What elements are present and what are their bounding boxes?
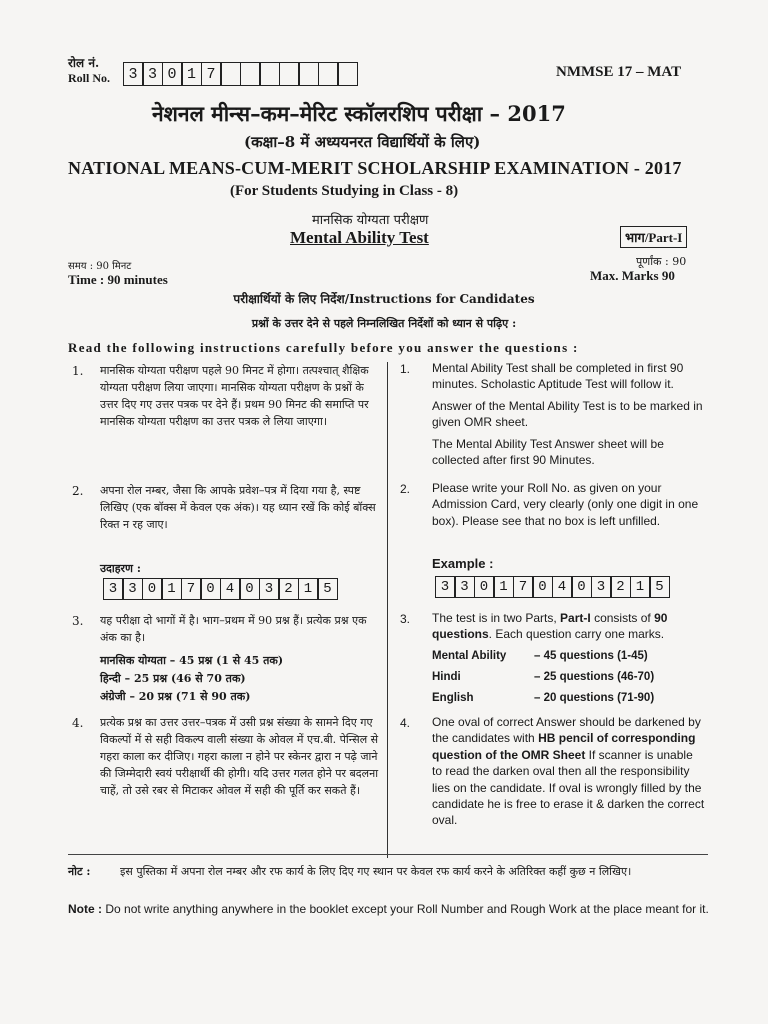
note-english [68,902,714,917]
note-english-label: Note : [68,902,102,916]
roll-digit-box[interactable]: 0 [162,62,183,86]
hindi-example-label: उदाहरण : [100,562,141,575]
example-digit-box: 4 [220,578,241,600]
subject-count: – 20 questions (71-90) [534,692,655,704]
marks-english: Max. Marks 90 [590,268,675,283]
roll-label-english: Roll No. [68,71,110,85]
subject-name: English [432,692,474,704]
hindi-instruction-3: यह परीक्षा दो भागों में है। भाग–प्रथम में 90 प्रश्न हैं। प्रत्येक प्रश्न एक अंक का है। [100,614,367,644]
subject-row-english [432,692,654,704]
roll-digit-box[interactable]: 3 [123,62,144,86]
example-digit-box: 3 [591,576,612,598]
hindi-subject-hindi: हिन्दी – 25 प्रश्न (46 से 70 तक) [100,672,246,685]
time-hindi: समय : 90 मिनट [68,261,132,272]
note-english-text: Do not write anything anywhere in the booklet except your Roll Number and Rough Work at the place meant for it. [105,902,709,916]
i4-text: One oval of correct Answer should be darkened by the candidates with [432,715,701,746]
note-divider [68,854,708,855]
instructions-heading: परीक्षार्थियों के लिए निर्देश/Instructions for Candidates [233,292,535,306]
example-digit-box: 3 [103,578,124,600]
english-item-number: 1. [400,362,411,376]
hindi-instruction-1: मानसिक योग्यता परीक्षण पहले 90 मिनट में होगा। तत्पश्चात् शैक्षिक योग्यता परीक्षण लिया जाएगा। मानसिक योग्यता परीक्षण के प्रश्नों के उत्तर दिए गए उत्तर पत्रक पर देने हैं। प्रथम 90 मिनट की समाप्ति पर मानसिक योग्यता परीक्षण का उत्तर पत्रक ले लिया जाएगा। [100,364,369,428]
english-title: NATIONAL MEANS-CUM-MERIT SCHOLARSHIP EXAMINATION - 2017 [68,158,682,178]
roll-digit-box[interactable]: 1 [181,62,202,86]
i3-part-bold: Part-I [560,611,591,625]
example-digit-box: 3 [259,578,280,600]
roll-digit-box[interactable]: 7 [201,62,222,86]
hindi-subtitle: (कक्षा–8 में अध्ययनरत विद्यार्थियों के लिए) [244,133,481,151]
english-instruction-4 [432,714,706,829]
example-digit-box: 1 [298,578,319,600]
roll-digit-box[interactable] [220,62,241,86]
english-instruction-1b: Answer of the Mental Ability Test is to be marked in given OMR sheet. [432,399,703,430]
example-digit-box: 1 [630,576,651,598]
example-digit-box: 0 [474,576,495,598]
example-roll-boxes-english [436,576,670,598]
roll-digit-box[interactable] [240,62,261,86]
english-instruction-2: Please write your Roll No. as given on your Admission Card, very clearly (only one digit in one box). Please see that no box is left unfilled. [432,481,699,528]
i3-questions-bold: 90 questions [432,611,668,642]
hindi-subject-mental: मानसिक योग्यता – 45 प्रश्न (1 से 45 तक) [100,654,284,667]
example-digit-box: 5 [317,578,338,600]
english-instruction-3 [432,610,706,643]
english-subtitle: (For Students Studying in Class - 8) [230,183,459,199]
i3-text: consists of [590,611,655,625]
roll-digit-box[interactable] [298,62,319,86]
roll-number-boxes[interactable] [124,62,358,86]
hindi-subject-english: अंग्रेजी – 20 प्रश्न (71 से 90 तक) [100,690,251,703]
example-digit-box: 2 [278,578,299,600]
example-digit-box: 0 [532,576,553,598]
hindi-item-number: 2. [72,484,84,498]
english-item-number: 2. [400,482,411,496]
i4-text: If scanner is unable to read the darken oval then all the responsibility lies on the candidate. If oval is wrongly filled by the candidate he is free to erase it & darken the correct oval. [432,747,705,828]
example-digit-box: 5 [649,576,670,598]
hindi-instruction-4: प्रत्येक प्रश्न का उत्तर उत्तर–पत्रक में उसी प्रश्न संख्या के सामने दिए गए विकल्पों में से सही विकल्प वाली संख्या के ओवल में एच.बी. पेन्सिल से गहरा काला कर दीजिए। गहरा काला न होने पर स्केनर द्वारा न पढ़े जाने की जिम्मेदारी स्वयं परीक्षार्थी की होगी। यदि उत्तर गलत होने पर बदलना चाहें, तो उसे रबर से मिटाकर ओवल में सही की पूर्ति कर सकते हैं। [100,716,379,797]
example-roll-boxes-hindi [104,578,338,600]
time-english: Time : 90 minutes [68,272,168,287]
note-hindi [68,862,708,881]
i3-text: . Each question carry one marks. [488,627,665,642]
hindi-item-number: 1. [72,364,84,378]
hindi-item-number: 3. [72,614,84,628]
example-digit-box: 0 [142,578,163,600]
english-instruction-1a: Mental Ability Test shall be completed in first 90 minutes. Scholastic Aptitude Test will follow it. [432,361,684,392]
example-digit-box: 3 [122,578,143,600]
roll-digit-box[interactable] [279,62,300,86]
example-digit-box: 0 [200,578,221,600]
english-instruction-1c: The Mental Ability Test Answer sheet will be collected after first 90 Minutes. [432,437,664,468]
i4-bold: HB pencil of corresponding question of the OMR Sheet [432,731,696,762]
subject-name: Hindi [432,671,461,683]
part-badge: भाग/Part-I [620,226,687,248]
hindi-test-name: मानसिक योग्यता परीक्षण [312,213,429,228]
column-divider [387,362,388,858]
subject-row-hindi [432,671,654,683]
example-digit-box: 3 [454,576,475,598]
example-digit-box: 1 [493,576,514,598]
hindi-instruction-2: अपना रोल नम्बर, जैसा कि आपके प्रवेश–पत्र में दिया गया है, स्पष्ट लिखिए (एक बॉक्स में केवल एक अंक)। यह ध्यान रखें कि कोई बॉक्स रिक्त न रह जाए। [100,484,376,531]
read-instructions: Read the following instructions carefully before you answer the questions : [68,340,579,355]
example-digit-box: 2 [610,576,631,598]
english-example-label: Example : [432,556,494,571]
marks-hindi: पूर्णांक : 90 [636,255,687,268]
roll-label-hindi: रोल नं. [68,56,100,70]
exam-code: NMMSE 17 – MAT [556,64,682,80]
example-digit-box: 7 [181,578,202,600]
subject-name: Mental Ability [432,650,507,662]
roll-digit-box[interactable] [259,62,280,86]
english-item-number: 3. [400,612,411,626]
hindi-item-number: 4. [72,716,84,730]
example-digit-box: 0 [239,578,260,600]
hindi-title: नेशनल मीन्स–कम–मेरिट स्कॉलरशिप परीक्षा – 2017 [152,101,566,126]
example-digit-box: 0 [571,576,592,598]
i3-text: The test is in two Parts, [432,611,561,625]
test-name: Mental Ability Test [290,228,429,247]
roll-digit-box[interactable] [318,62,339,86]
roll-digit-box[interactable]: 3 [142,62,163,86]
example-digit-box: 3 [435,576,456,598]
subject-count: – 25 questions (46-70) [534,671,655,683]
example-digit-box: 1 [161,578,182,600]
subject-row-mental [432,650,648,662]
example-digit-box: 4 [552,576,573,598]
english-item-number: 4. [400,716,411,730]
note-hindi-text: इस पुस्तिका में अपना रोल नम्बर और रफ कार्य के लिए दिए गए स्थान पर केवल रफ कार्य करने के अतिरिक्त कहीं कुछ न लिखिए। [120,865,632,878]
roll-number-label [68,56,110,86]
subject-count: – 45 questions (1-45) [534,650,648,662]
note-hindi-label: नोट : [68,865,91,878]
example-digit-box: 7 [513,576,534,598]
instructions-hindi-intro: प्रश्नों के उत्तर देने से पहले निम्नलिखित निर्देशों को ध्यान से पढ़िए : [251,317,517,330]
roll-digit-box[interactable] [337,62,358,86]
